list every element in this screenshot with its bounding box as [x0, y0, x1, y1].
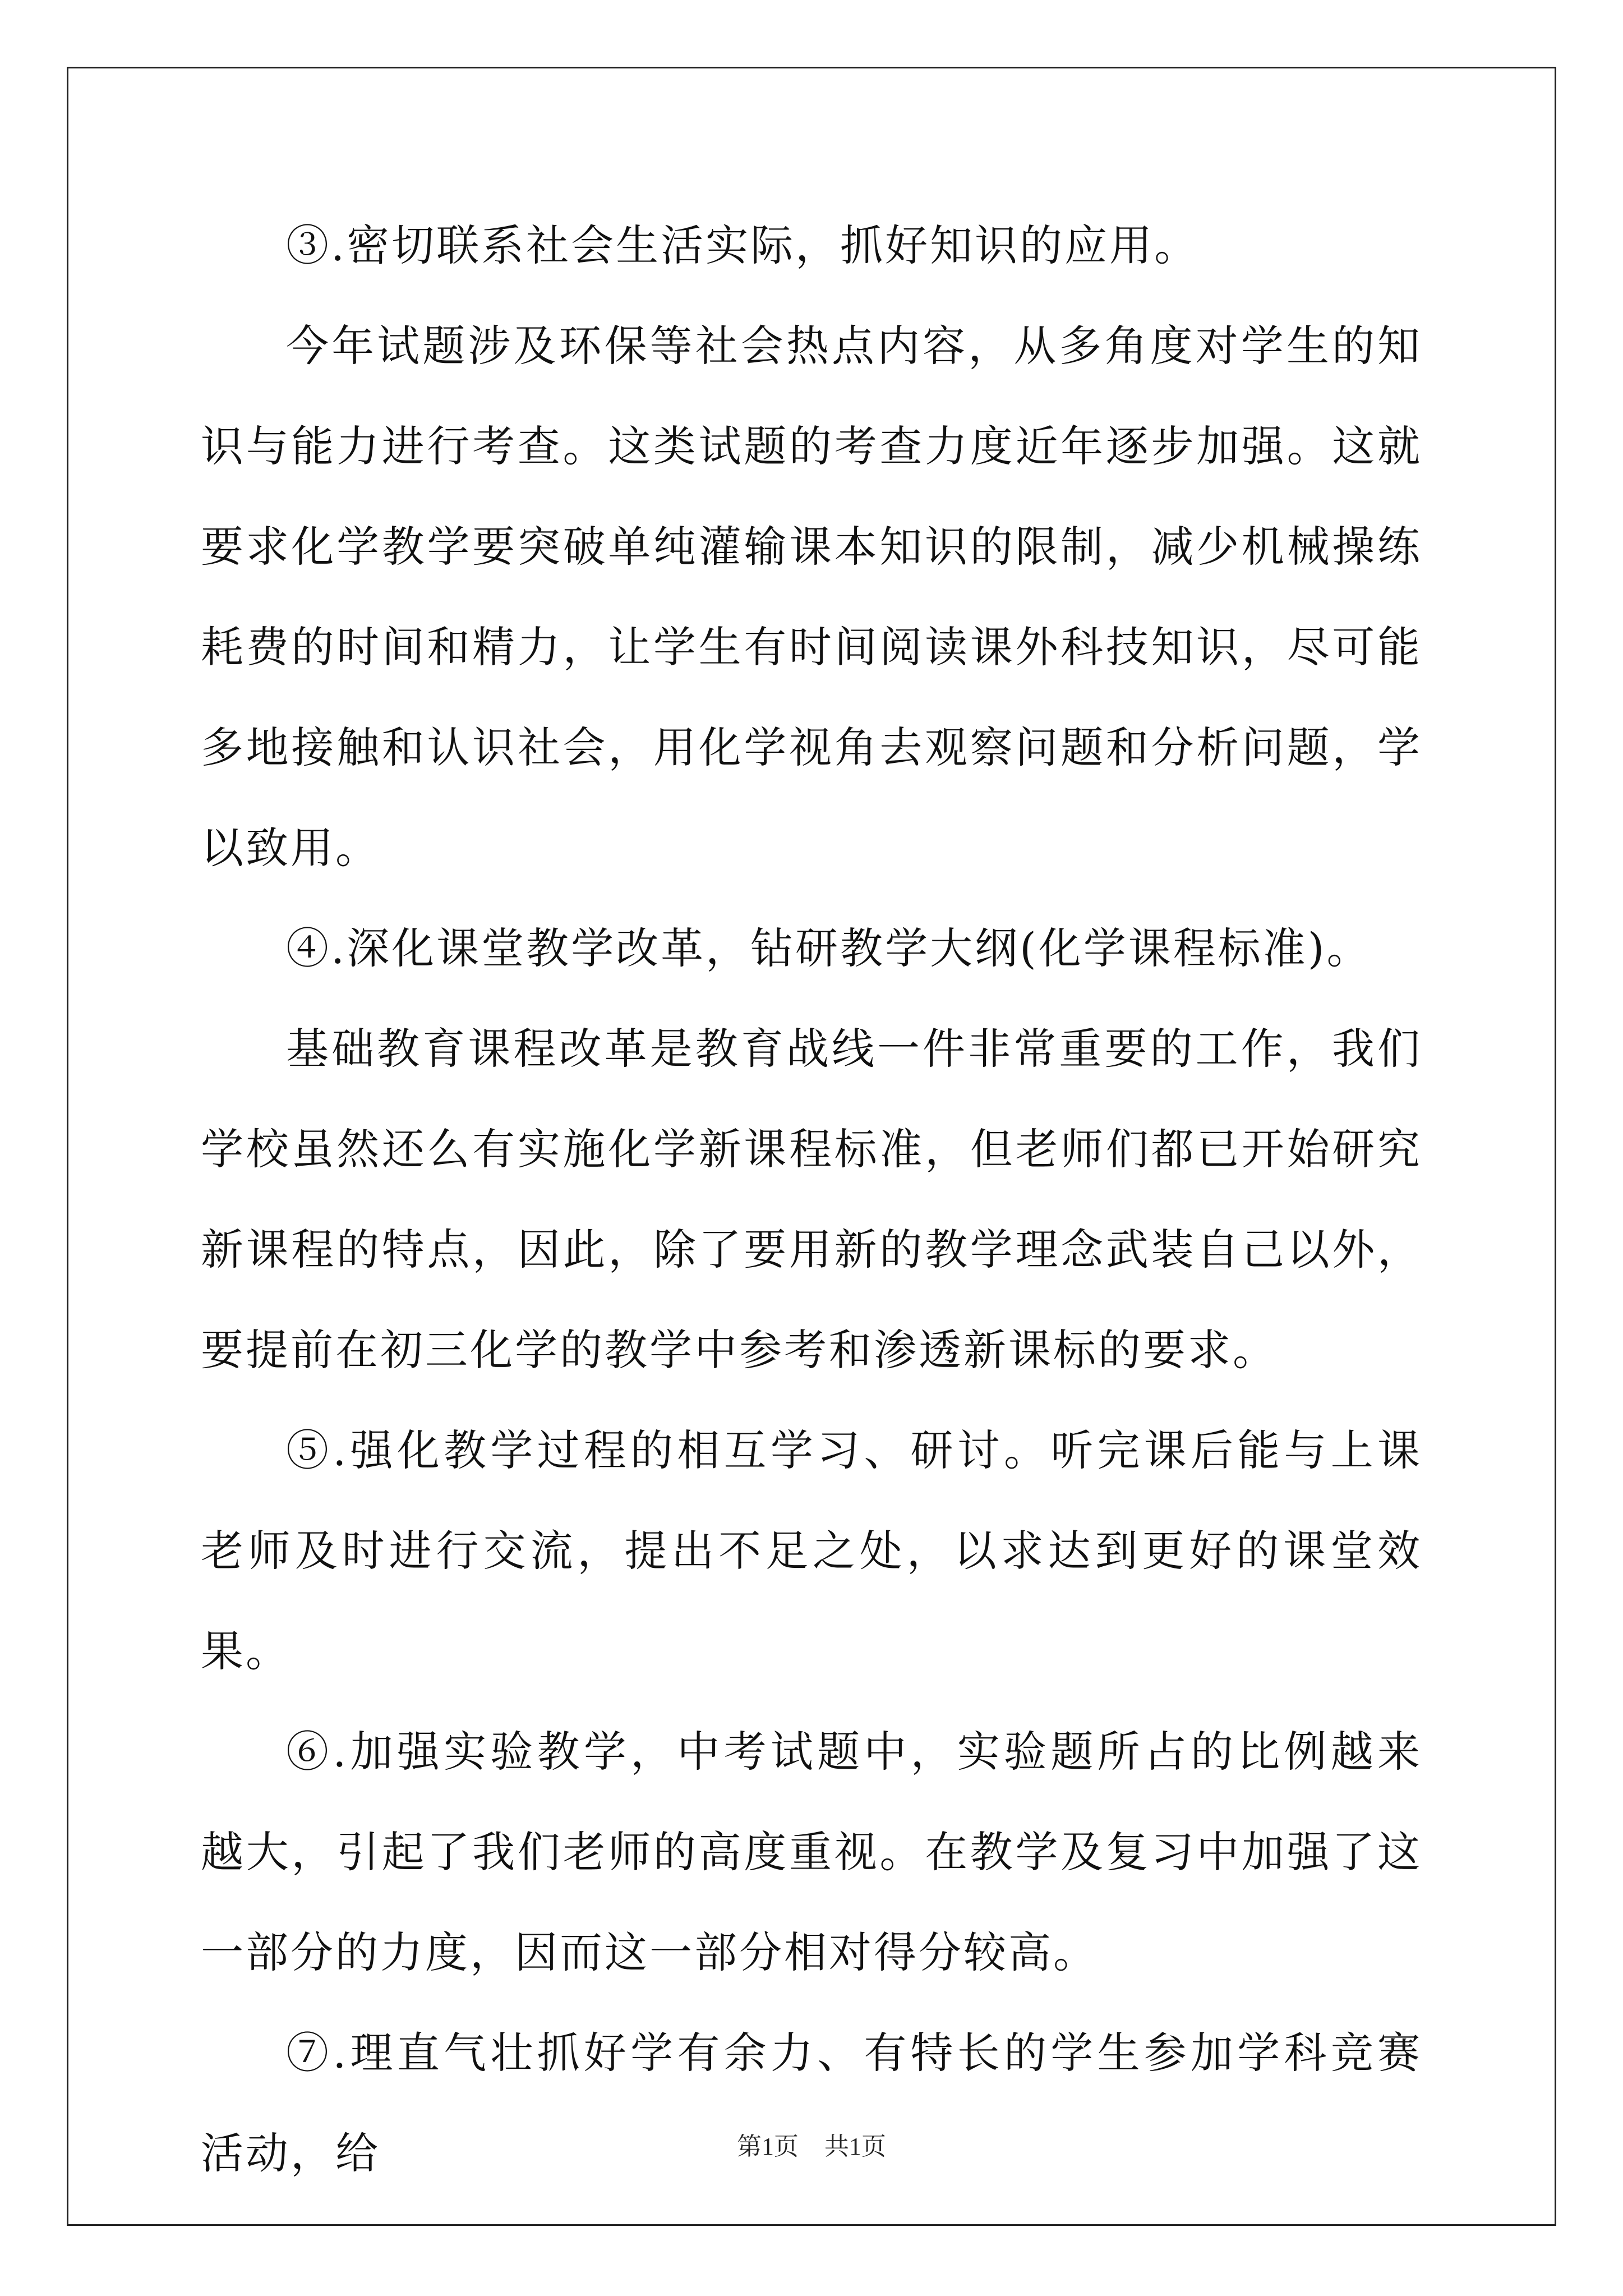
document-body — [201, 195, 1422, 2203]
paragraph-3: ③.密切联系社会生活实际，抓好知识的应用。 — [286, 220, 1200, 270]
paragraph-5: ⑤.强化教学过程的相互学习、研讨。听完课后能与上课老师及时进行交流，提出不足之处，以求达到更好的课堂效果。 — [201, 1425, 1422, 1676]
page-footer — [0, 2126, 1623, 2162]
page-number: 第1页 — [737, 2133, 799, 2160]
page-total: 共1页 — [824, 2133, 886, 2160]
paragraph-4: ④.深化课堂教学改革，钻研教学大纲(化学课程标准)。 — [286, 923, 1372, 973]
paragraph-7: ⑦.理直气壮抓好学有余力、有特长的学生参加学科竞赛活动，给 — [201, 2028, 1422, 2178]
paragraph-4-body: 基础教育课程改革是教育战线一件非常重要的工作，我们学校虽然还么有实施化学新课程标准，但老师们都已开始研究新课程的特点，因此，除了要用新的教学理念武装自己以外，要提前在初三化学的教学中参考和渗透新课标的要求。 — [201, 1024, 1422, 1375]
paragraph-6: ⑥.加强实验教学，中考试题中，实验题所占的比例越来越大，引起了我们老师的高度重视。在教学及复习中加强了这一部分的力度，因而这一部分相对得分较高。 — [201, 1727, 1422, 1977]
paragraph-3-body: 今年试题涉及环保等社会热点内容，从多角度对学生的知识与能力进行考查。这类试题的考查力度近年逐步加强。这就要求化学教学要突破单纯灌输课本知识的限制，减少机械操练耗费的时间和精力，让学生有时间阅读课外科技知识，尽可能多地接触和认识社会，用化学视角去观察问题和分析问题，学以致用。 — [201, 321, 1422, 873]
